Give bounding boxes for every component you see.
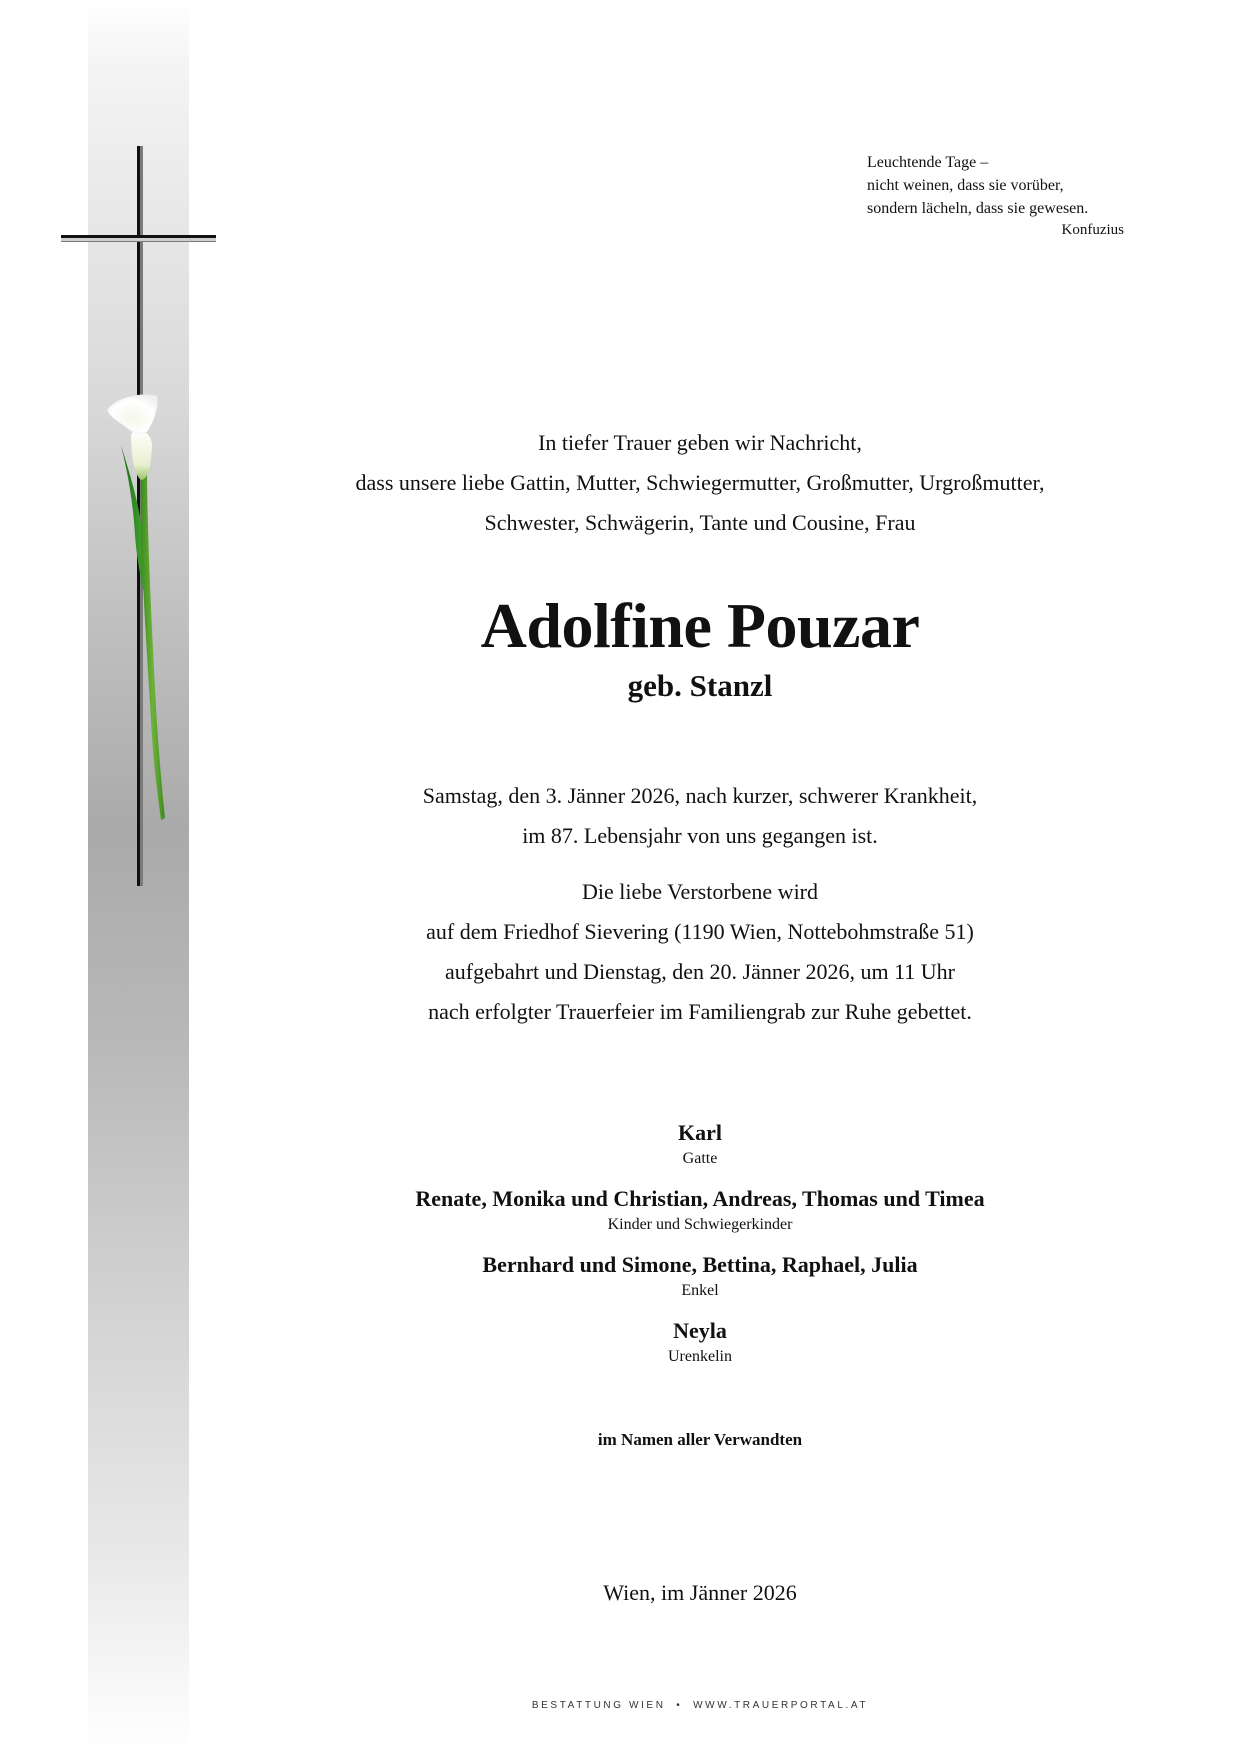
mourner-relation: Kinder und Schwiegerkinder bbox=[607, 1216, 793, 1233]
motto-author: Konfuzius bbox=[1061, 222, 1124, 238]
mourner-relation: Gatte bbox=[682, 1150, 718, 1167]
motto-line: Leuchtende Tage – bbox=[867, 154, 989, 171]
mourner-names: Renate, Monika und Christian, Andreas, Thomas und Timea bbox=[415, 1186, 985, 1211]
mourner-names: Bernhard und Simone, Bettina, Raphael, Julia bbox=[482, 1252, 918, 1277]
cross-icon-horizontal-bar bbox=[61, 235, 216, 238]
motto-quote bbox=[867, 151, 1127, 240]
funeral-line: nach erfolgter Trauerfeier im Familiengrab zur Ruhe gebettet. bbox=[428, 999, 972, 1024]
motto-line: sondern lächeln, dass sie gewesen. bbox=[867, 200, 1089, 217]
mourner-relation: Enkel bbox=[681, 1282, 719, 1299]
footer-credit: BESTATTUNG WIEN • WWW.TRAUERPORTAL.AT bbox=[531, 1700, 869, 1711]
place-date: Wien, im Jänner 2026 bbox=[603, 1580, 797, 1605]
funeral-details bbox=[250, 872, 1150, 1032]
motto-line: nicht weinen, dass sie vorüber, bbox=[867, 177, 1064, 194]
relatives-note: im Namen aller Verwandten bbox=[597, 1430, 803, 1449]
mourner-names: Karl bbox=[678, 1120, 722, 1145]
intro-line: dass unsere liebe Gattin, Mutter, Schwiegermutter, Großmutter, Urgroßmutter, bbox=[355, 470, 1045, 495]
funeral-line: auf dem Friedhof Sievering (1190 Wien, Nottebohmstraße 51) bbox=[426, 919, 974, 944]
mourner-entry bbox=[250, 1316, 1150, 1368]
mourner-entry bbox=[250, 1250, 1150, 1302]
mourners-list bbox=[250, 1118, 1150, 1382]
intro-line: In tiefer Trauer geben wir Nachricht, bbox=[538, 430, 862, 455]
intro-line: Schwester, Schwägerin, Tante und Cousine, Frau bbox=[484, 510, 916, 535]
death-line: im 87. Lebensjahr von uns gegangen ist. bbox=[522, 823, 878, 848]
deceased-name: Adolfine Pouzar bbox=[480, 590, 920, 661]
intro-text bbox=[250, 423, 1150, 543]
mourner-entry bbox=[250, 1118, 1150, 1170]
mourner-names: Neyla bbox=[673, 1318, 727, 1343]
death-notice bbox=[250, 776, 1150, 856]
death-line: Samstag, den 3. Jänner 2026, nach kurzer, schwerer Krankheit, bbox=[422, 783, 978, 808]
mourner-relation: Urenkelin bbox=[668, 1348, 732, 1365]
funeral-line: Die liebe Verstorbene wird bbox=[581, 879, 819, 904]
calla-lily-icon bbox=[95, 390, 195, 860]
funeral-line: aufgebahrt und Dienstag, den 20. Jänner 2026, um 11 Uhr bbox=[445, 959, 955, 984]
mourner-entry bbox=[250, 1184, 1150, 1236]
maiden-name: geb. Stanzl bbox=[627, 668, 773, 703]
